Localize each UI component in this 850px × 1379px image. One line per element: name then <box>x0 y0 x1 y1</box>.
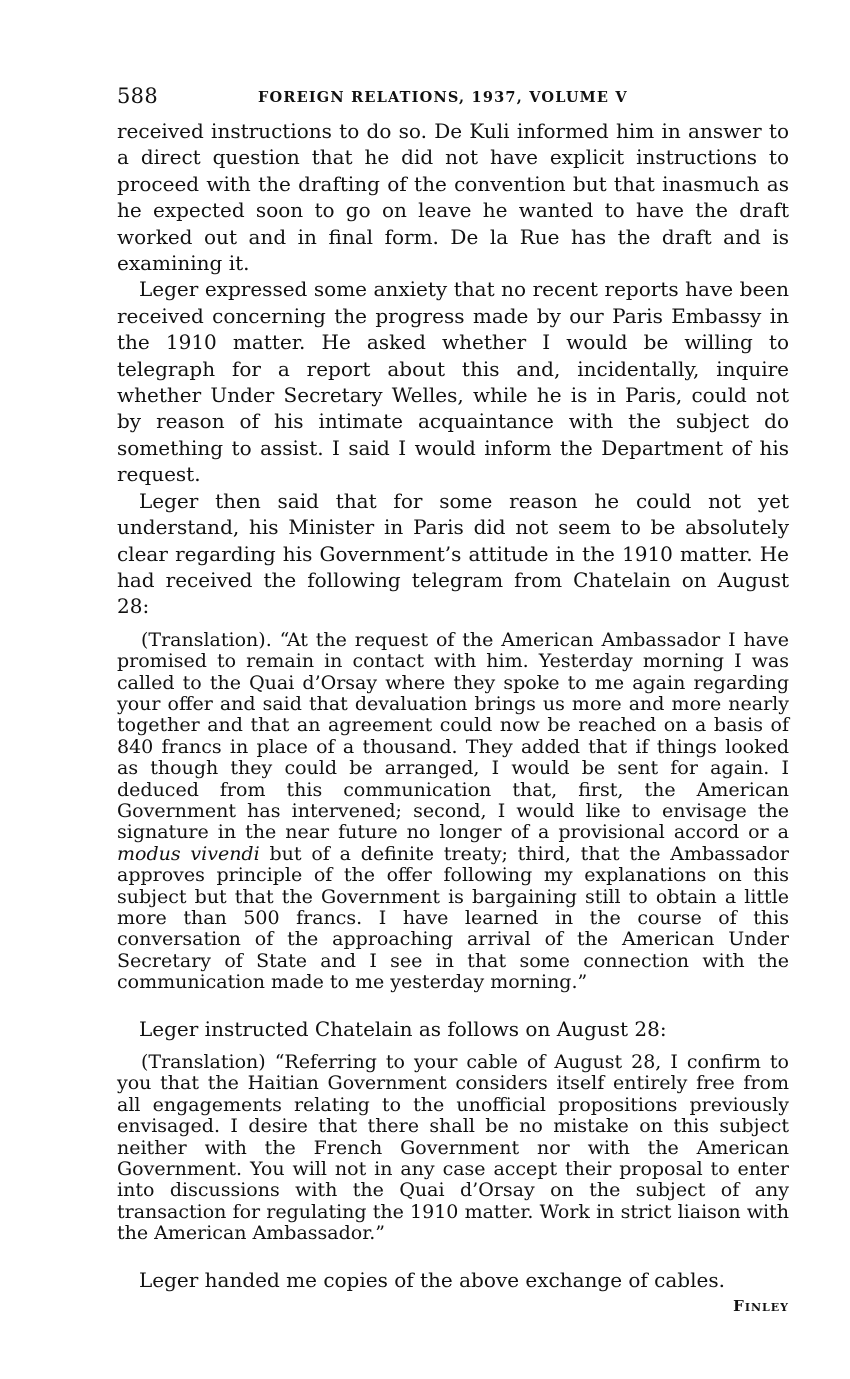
paragraph-instruction-intro: Leger instructed Chatelain as follows on August 28: <box>139 1016 667 1041</box>
telegram-quote-chatelain <box>117 630 789 994</box>
running-head <box>117 84 789 118</box>
quote-text-part-2: but of a definite treaty; third, that the Ambassador approves principle of the offer following my explanations on this subject but that the Government is bargaining still to obtain a little more than 500 francs. I have learned in the course of this conversation of the approaching arrival of the American Under Secretary of State and I see in that some connection with the communication made to me yesterday morning.” <box>117 842 789 994</box>
paragraph-minister-paris: Leger then said that for some reason he could not yet understand, his Minister in Paris did not seem to be absolutely clear regarding his Government’s attitude in the 1910 matter. He had received the following telegram from Chatelain on August 28: <box>117 488 789 619</box>
page-number: 588 <box>117 84 158 108</box>
paragraph-continued: received instructions to do so. De Kuli informed him in answer to a direct question that he did not have explicit instructions to proceed with the drafting of the convention but that inasmuch as he expected soon to go on leave he wanted to have the draft worked out and in final form. De la Rue has the draft and is examining it. <box>117 119 789 276</box>
quote-text-part-1: (Translation). “At the request of the American Ambassador I have promised to remain in contact with him. Yesterday morning I was called to the Quai d’Orsay where they spoke to me again regarding your offer and said that devaluation brings us more and more nearly together and that an agreement could now be reached on a basis of 840 francs in place of a thousand. They added that if things looked as though they could be arranged, I would be sent for again. I deduced from this communication that, first, the American Government has intervened; second, I would like to envisage the signature in the near future no longer of a provisional accord or a <box>117 628 789 844</box>
paragraph-closing: Leger handed me copies of the above exchange of cables. <box>139 1267 725 1292</box>
telegram-quote-instruction: (Translation) “Referring to your cable of August 28, I confirm to you that the Haitian Government considers itself entirely free from all engagements relating to the unofficial propositions previously envisaged. I desire that there shall be no mistake on this subject neither with the French Government nor with the American Government. You will not in any case accept their proposal to enter into discussions with the Quai d’Orsay on the subject of any transaction for regulating the 1910 matter. Work in strict liaison with the American Ambassador.” <box>117 1051 789 1245</box>
document-page <box>117 84 789 1315</box>
quote-italic-term: modus vivendi <box>117 842 260 865</box>
spacer <box>117 994 789 1016</box>
running-title: FOREIGN RELATIONS, 1937, VOLUME V <box>258 89 628 106</box>
paragraph-leger-anxiety: Leger expressed some anxiety that no recent reports have been received concerning the progress made by our Paris Embassy in the 1910 matter. He asked whether I would be willing to telegraph for a report about this and, incidentally, inquire whether Under Secretary Welles, while he is in Paris, could not by reason of his intimate acquaintance with the subject do something to assist. I said I would inform the Department of his request. <box>117 277 789 487</box>
spacer <box>117 1245 789 1267</box>
signature: Finley <box>733 1297 789 1316</box>
